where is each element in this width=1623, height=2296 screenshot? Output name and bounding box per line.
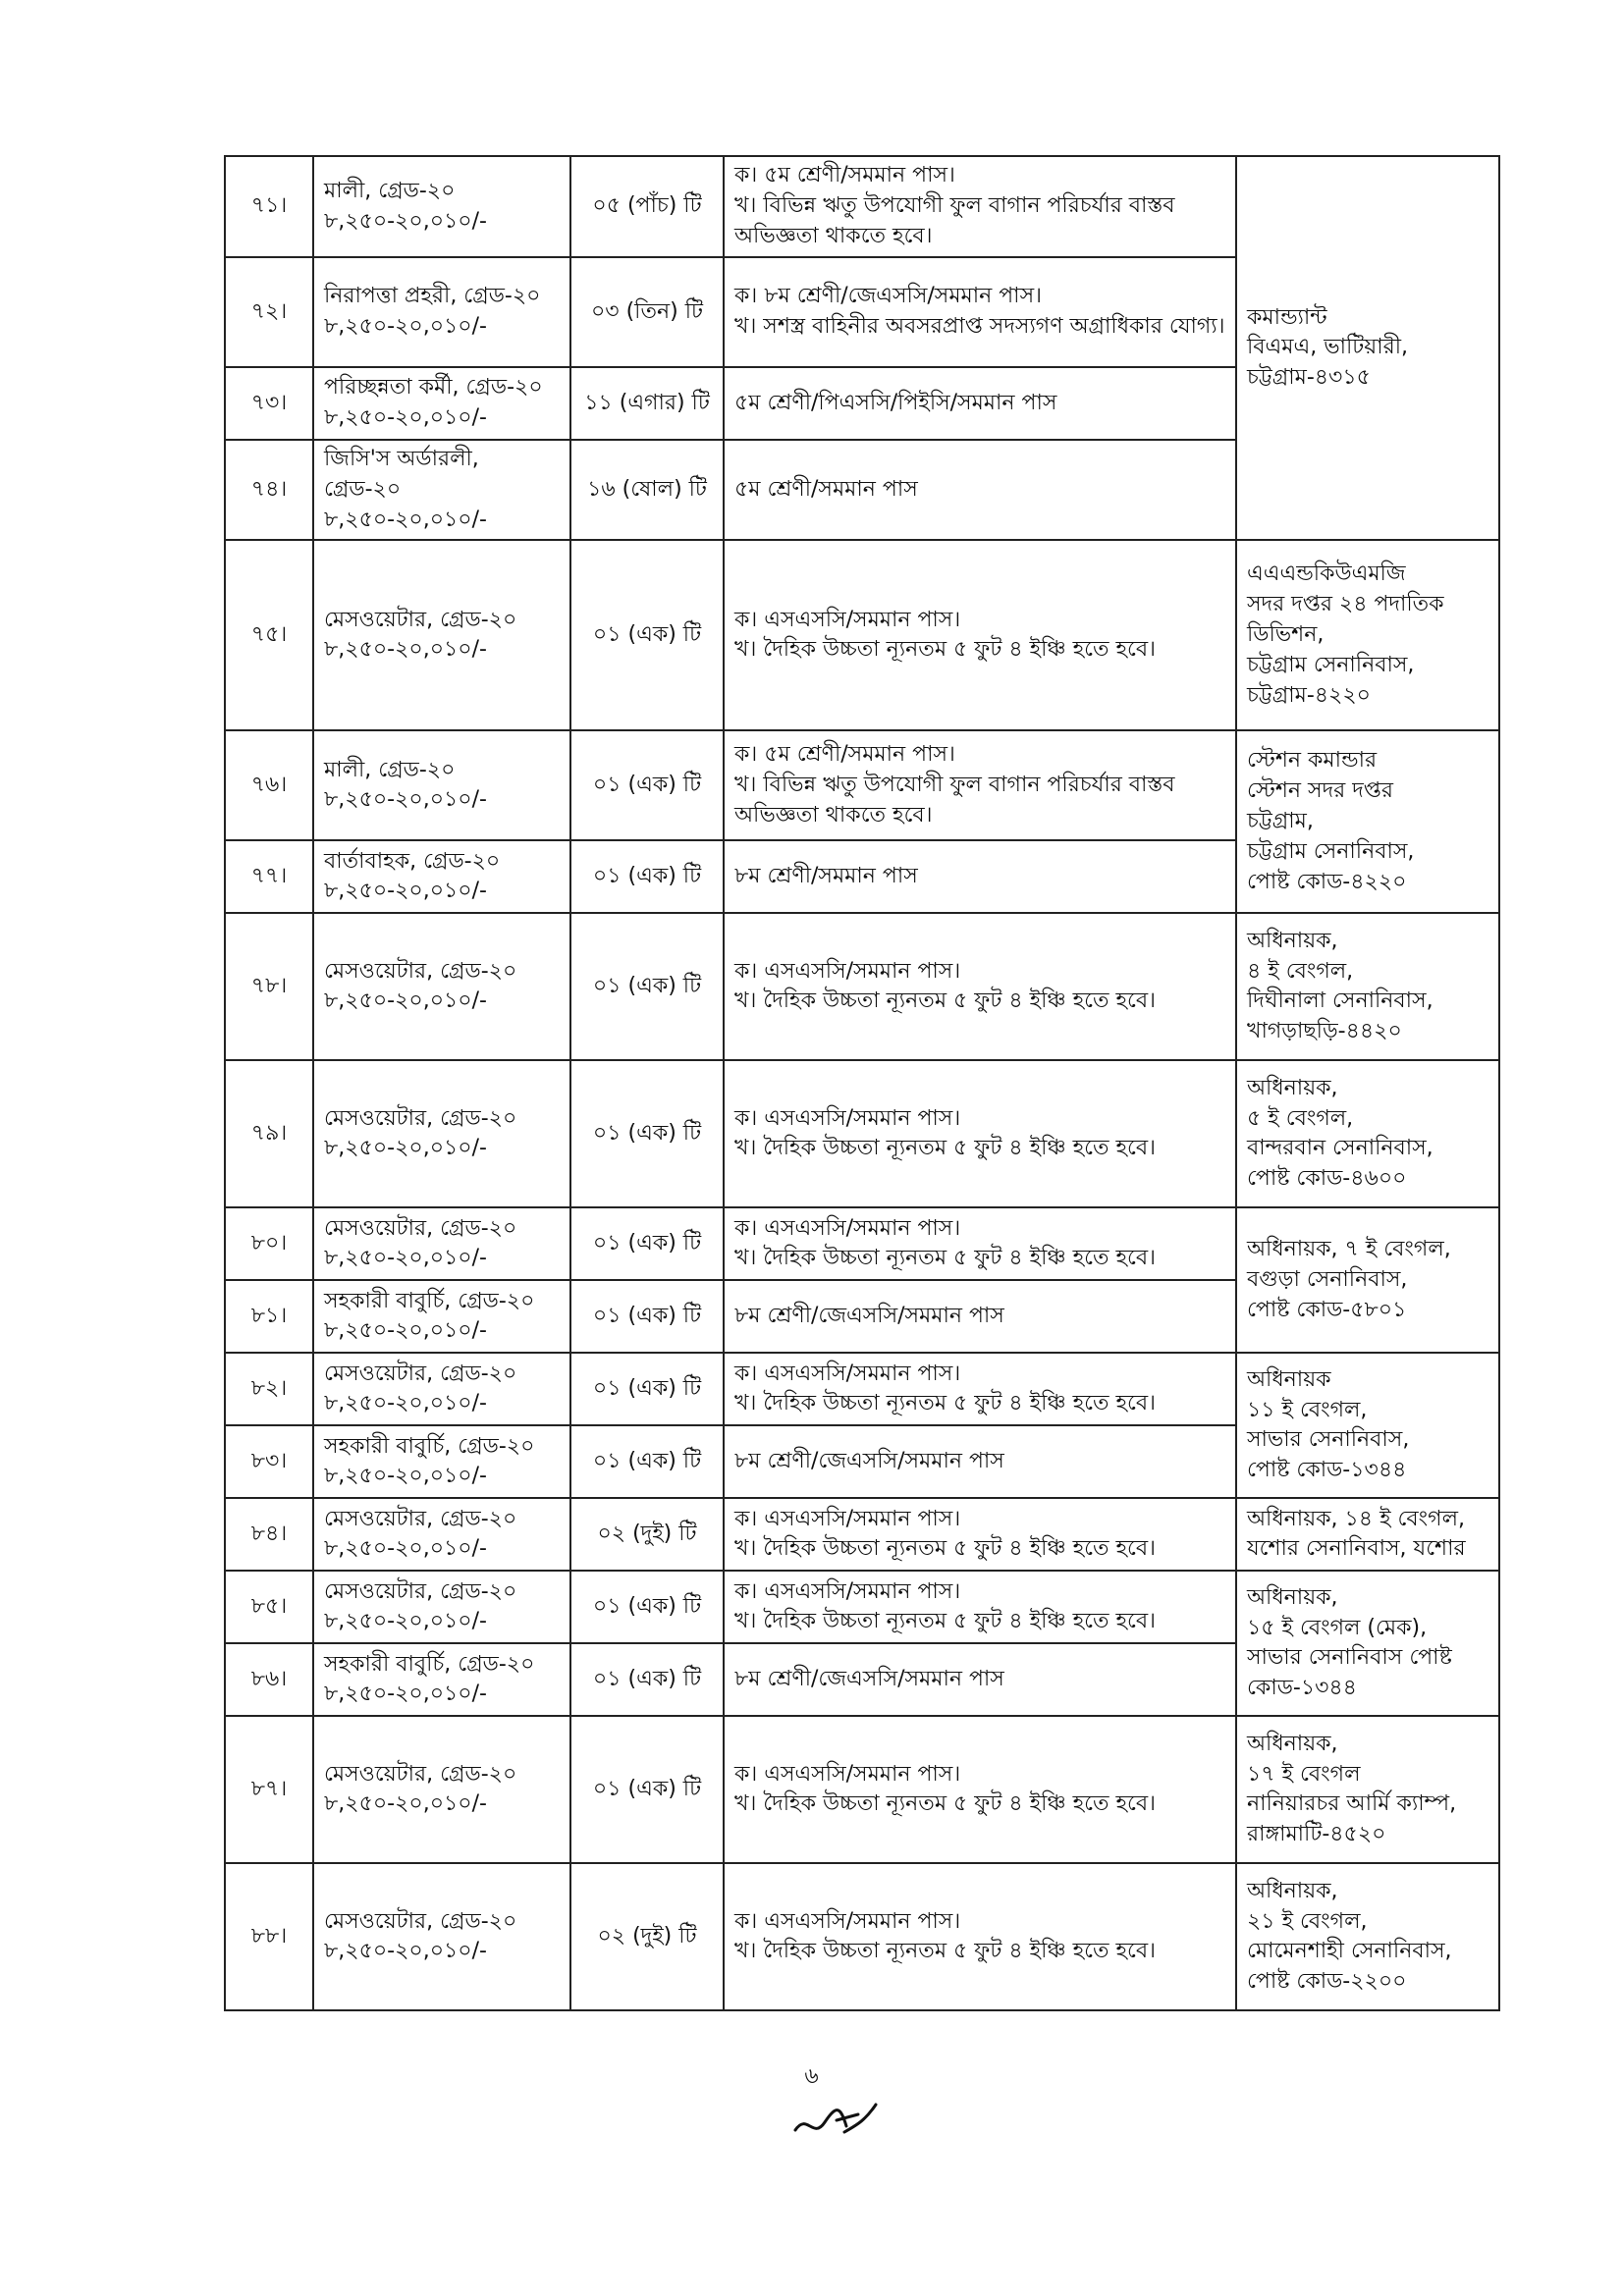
office-line: কোড-১৩৪৪ bbox=[1247, 1676, 1357, 1701]
page-number: ৬ bbox=[804, 2064, 819, 2089]
pay-scale: ৮,২৫০-২০,০১০/- bbox=[324, 405, 487, 430]
office-line: বান্দরবান সেনানিবাস, bbox=[1247, 1136, 1434, 1161]
office-line: অধিনায়ক, ১৪ ই বেংগল, bbox=[1247, 1506, 1465, 1531]
office-line: অধিনায়ক, ৭ ই বেংগল, bbox=[1247, 1237, 1451, 1262]
office-line: অধিনায়ক, bbox=[1247, 1878, 1338, 1903]
table-row bbox=[225, 156, 1499, 257]
qualification-line: খ। দৈহিক উচ্চতা ন্যূনতম ৫ ফুট ৪ ইঞ্চি হতে হবে। bbox=[734, 1791, 1156, 1817]
office-line: সাভার সেনানিবাস পোষ্ট bbox=[1247, 1645, 1452, 1671]
pay-scale: ৮,২৫০-২০,০১০/- bbox=[324, 1464, 487, 1489]
qualification-cell bbox=[724, 1498, 1236, 1571]
office-line: স্টেশন সদর দপ্তর bbox=[1247, 778, 1393, 804]
qualification-line: ক। এসএসসি/সমমান পাস। bbox=[734, 1578, 961, 1604]
qualification-line: ৮ম শ্রেণী/জেএসসি/সমমান পাস bbox=[734, 1666, 1004, 1691]
office-line: রাঙ্গামাটি-৪৫২০ bbox=[1247, 1822, 1386, 1847]
post-name: বার্তাবাহক, গ্রেড-২০ bbox=[324, 848, 501, 874]
table-row bbox=[225, 913, 1499, 1060]
serial-number: ৮২। bbox=[225, 1353, 313, 1425]
office-line: দিঘীনালা সেনানিবাস, bbox=[1247, 988, 1434, 1014]
table-row bbox=[225, 1060, 1499, 1207]
post-count: ০১ (এক) টি bbox=[570, 1353, 724, 1425]
serial-number: ৭৭। bbox=[225, 840, 313, 913]
post-name: মালী, গ্রেড-২০ bbox=[324, 757, 456, 782]
post-cell bbox=[313, 1498, 570, 1571]
pay-scale: ৮,২৫০-২০,০১০/- bbox=[324, 1391, 487, 1416]
office-line: খাগড়াছড়ি-৪৪২০ bbox=[1247, 1019, 1402, 1044]
pay-scale: ৮,২৫০-২০,০১০/- bbox=[324, 1682, 487, 1707]
office-line: চট্টগ্রাম সেনানিবাস, bbox=[1247, 838, 1415, 864]
qualification-line: ৮ম শ্রেণী/জেএসসি/সমমান পাস bbox=[734, 1303, 1004, 1328]
qualification-cell bbox=[724, 1425, 1236, 1498]
pay-scale: ৮,২৫০-২০,০১০/- bbox=[324, 879, 487, 904]
post-name: জিসি'স অর্ডারলী, গ্রেড-২০ bbox=[324, 447, 479, 502]
post-name: সহকারী বাবুর্চি, গ্রেড-২০ bbox=[324, 1433, 535, 1459]
post-name: মেসওয়েটার, গ্রেড-২০ bbox=[324, 1908, 517, 1934]
qualification-line: ৮ম শ্রেণী/জেএসসি/সমমান পাস bbox=[734, 1448, 1004, 1473]
qualification-cell bbox=[724, 1863, 1236, 2010]
qualification-cell bbox=[724, 440, 1236, 540]
pay-scale: ৮,২৫০-২০,০১০/- bbox=[324, 1609, 487, 1634]
post-name: সহকারী বাবুর্চি, গ্রেড-২০ bbox=[324, 1651, 535, 1677]
office-line: অধিনায়ক, bbox=[1247, 928, 1338, 953]
office-line: ১৭ ই বেংগল bbox=[1247, 1761, 1361, 1787]
table-row bbox=[225, 1498, 1499, 1571]
office-line: চট্টগ্রাম-৪৩১৫ bbox=[1247, 365, 1371, 391]
table-row bbox=[225, 1353, 1499, 1425]
post-cell bbox=[313, 1716, 570, 1863]
office-line: সাভার সেনানিবাস, bbox=[1247, 1427, 1410, 1453]
serial-number: ৭২। bbox=[225, 257, 313, 367]
pay-scale: ৮,২৫০-২০,০১০/- bbox=[324, 314, 487, 339]
qualification-line: খ। দৈহিক উচ্চতা ন্যূনতম ৫ ফুট ৪ ইঞ্চি হতে হবে। bbox=[734, 637, 1156, 663]
post-count: ০১ (এক) টি bbox=[570, 1207, 724, 1280]
post-count: ০৩ (তিন) টি bbox=[570, 257, 724, 367]
pay-scale: ৮,২৫০-২০,০১০/- bbox=[324, 507, 487, 532]
qualification-line: খ। দৈহিক উচ্চতা ন্যূনতম ৫ ফুট ৪ ইঞ্চি হতে হবে। bbox=[734, 1246, 1156, 1271]
qualification-line: খ। দৈহিক উচ্চতা ন্যূনতম ৫ ফুট ৪ ইঞ্চি হতে হবে। bbox=[734, 988, 1156, 1014]
qualification-cell bbox=[724, 1207, 1236, 1280]
post-count: ০১ (এক) টি bbox=[570, 1060, 724, 1207]
post-cell bbox=[313, 440, 570, 540]
office-cell bbox=[1236, 730, 1499, 913]
post-cell bbox=[313, 840, 570, 913]
office-line: পোষ্ট কোড-৪৬০০ bbox=[1247, 1166, 1407, 1192]
post-count: ০১ (এক) টি bbox=[570, 1571, 724, 1643]
pay-scale: ৮,২৫০-২০,০১০/- bbox=[324, 637, 487, 663]
serial-number: ৭১। bbox=[225, 156, 313, 257]
office-cell bbox=[1236, 1571, 1499, 1716]
qualification-line: ক। এসএসসি/সমমান পাস। bbox=[734, 1506, 961, 1531]
qualification-line: খ। বিভিন্ন ঋতু উপযোগী ফুল বাগান পরিচর্যার বাস্তব অভিজ্ঞতা থাকতে হবে। bbox=[734, 772, 1175, 828]
serial-number: ৭৪। bbox=[225, 440, 313, 540]
qualification-line: ক। এসএসসি/সমমান পাস। bbox=[734, 1105, 961, 1131]
office-line: পোষ্ট কোড-২২০০ bbox=[1247, 1969, 1407, 1995]
office-line: অধিনায়ক, bbox=[1247, 1584, 1338, 1610]
office-line: ডিভিশন, bbox=[1247, 621, 1325, 647]
vacancy-table bbox=[224, 155, 1500, 2011]
office-cell bbox=[1236, 1863, 1499, 2010]
office-line: নানিয়ারচর আর্মি ক্যাম্প, bbox=[1247, 1791, 1457, 1817]
post-name: নিরাপত্তা প্রহরী, গ্রেড-২০ bbox=[324, 284, 541, 309]
pay-scale: ৮,২৫০-২০,০১০/- bbox=[324, 208, 487, 234]
post-count: ০১ (এক) টি bbox=[570, 1280, 724, 1353]
office-line: পোষ্ট কোড-১৩৪৪ bbox=[1247, 1458, 1407, 1483]
qualification-cell bbox=[724, 1571, 1236, 1643]
post-count: ০২ (দুই) টি bbox=[570, 1498, 724, 1571]
qualification-cell bbox=[724, 730, 1236, 840]
post-count: ০১ (এক) টি bbox=[570, 913, 724, 1060]
qualification-line: ক। এসএসসি/সমমান পাস। bbox=[734, 1361, 961, 1386]
post-cell bbox=[313, 1207, 570, 1280]
serial-number: ৮৩। bbox=[225, 1425, 313, 1498]
table-row bbox=[225, 1571, 1499, 1643]
office-line: ২১ ই বেংগল, bbox=[1247, 1908, 1368, 1934]
serial-number: ৭৯। bbox=[225, 1060, 313, 1207]
post-name: মেসওয়েটার, গ্রেড-২০ bbox=[324, 1105, 517, 1131]
serial-number: ৮০। bbox=[225, 1207, 313, 1280]
qualification-line: খ। দৈহিক উচ্চতা ন্যূনতম ৫ ফুট ৪ ইঞ্চি হতে হবে। bbox=[734, 1609, 1156, 1634]
office-cell bbox=[1236, 913, 1499, 1060]
post-cell bbox=[313, 730, 570, 840]
qualification-line: ক। এসএসসি/সমমান পাস। bbox=[734, 1215, 961, 1241]
office-line: পোষ্ট কোড-৫৮০১ bbox=[1247, 1297, 1407, 1322]
post-cell bbox=[313, 1280, 570, 1353]
table-row bbox=[225, 730, 1499, 840]
post-count: ০৫ (পাঁচ) টি bbox=[570, 156, 724, 257]
qualification-cell bbox=[724, 1353, 1236, 1425]
qualification-line: খ। দৈহিক উচ্চতা ন্যূনতম ৫ ফুট ৪ ইঞ্চি হতে হবে। bbox=[734, 1536, 1156, 1562]
qualification-line: ৮ম শ্রেণী/সমমান পাস bbox=[734, 863, 918, 888]
pay-scale: ৮,২৫০-২০,০১০/- bbox=[324, 988, 487, 1014]
post-cell bbox=[313, 257, 570, 367]
office-line: অধিনায়ক, bbox=[1247, 1075, 1338, 1100]
post-name: মালী, গ্রেড-২০ bbox=[324, 178, 456, 203]
qualification-line: খ। দৈহিক উচ্চতা ন্যূনতম ৫ ফুট ৪ ইঞ্চি হতে হবে। bbox=[734, 1939, 1156, 1964]
office-cell bbox=[1236, 156, 1499, 540]
qualification-cell bbox=[724, 257, 1236, 367]
pay-scale: ৮,২৫০-২০,০১০/- bbox=[324, 1791, 487, 1817]
office-cell bbox=[1236, 1498, 1499, 1571]
qualification-line: ক। ৫ম শ্রেণী/সমমান পাস। bbox=[734, 742, 955, 768]
qualification-cell bbox=[724, 1716, 1236, 1863]
office-line: যশোর সেনানিবাস, যশোর bbox=[1247, 1536, 1466, 1562]
office-line: ৪ ই বেংগল, bbox=[1247, 958, 1354, 984]
serial-number: ৮১। bbox=[225, 1280, 313, 1353]
qualification-cell bbox=[724, 840, 1236, 913]
serial-number: ৭৫। bbox=[225, 540, 313, 730]
post-name: পরিচ্ছন্নতা কর্মী, গ্রেড-২০ bbox=[324, 375, 543, 400]
post-count: ০১ (এক) টি bbox=[570, 1425, 724, 1498]
qualification-line: খ। বিভিন্ন ঋতু উপযোগী ফুল বাগান পরিচর্যার বাস্তব অভিজ্ঞতা থাকতে হবে। bbox=[734, 193, 1175, 248]
serial-number: ৭৩। bbox=[225, 367, 313, 440]
serial-number: ৮৬। bbox=[225, 1643, 313, 1716]
pay-scale: ৮,২৫০-২০,০১০/- bbox=[324, 1246, 487, 1271]
post-cell bbox=[313, 1863, 570, 2010]
post-cell bbox=[313, 367, 570, 440]
post-cell bbox=[313, 156, 570, 257]
pay-scale: ৮,২৫০-২০,০১০/- bbox=[324, 787, 487, 813]
serial-number: ৭৮। bbox=[225, 913, 313, 1060]
office-line: কমান্ড্যান্ট bbox=[1247, 304, 1327, 330]
serial-number: ৮৪। bbox=[225, 1498, 313, 1571]
office-line: স্টেশন কমান্ডার bbox=[1247, 748, 1378, 774]
office-cell bbox=[1236, 1716, 1499, 1863]
qualification-line: ক। এসএসসি/সমমান পাস। bbox=[734, 958, 961, 984]
qualification-line: ক। এসএসসি/সমমান পাস। bbox=[734, 1908, 961, 1934]
table-row bbox=[225, 540, 1499, 730]
qualification-line: খ। সশস্ত্র বাহিনীর অবসরপ্রাপ্ত সদস্যগণ অগ্রাধিকার যোগ্য। bbox=[734, 314, 1225, 339]
handwritten-signature bbox=[785, 2093, 884, 2152]
qualification-cell bbox=[724, 1643, 1236, 1716]
post-cell bbox=[313, 1643, 570, 1716]
post-name: মেসওয়েটার, গ্রেড-২০ bbox=[324, 607, 517, 632]
post-count: ০১ (এক) টি bbox=[570, 730, 724, 840]
office-line: অধিনায়ক, bbox=[1247, 1731, 1338, 1756]
post-name: মেসওয়েটার, গ্রেড-২০ bbox=[324, 1578, 517, 1604]
vacancy-table-body bbox=[225, 156, 1499, 2010]
post-count: ০২ (দুই) টি bbox=[570, 1863, 724, 2010]
office-cell bbox=[1236, 1207, 1499, 1353]
office-line: ১১ ই বেংগল, bbox=[1247, 1397, 1368, 1422]
post-cell bbox=[313, 1425, 570, 1498]
office-line: বিএমএ, ভাটিয়ারী, bbox=[1247, 335, 1408, 360]
office-line: অধিনায়ক bbox=[1247, 1366, 1331, 1392]
qualification-line: ক। এসএসসি/সমমান পাস। bbox=[734, 607, 961, 632]
pay-scale: ৮,২৫০-২০,০১০/- bbox=[324, 1136, 487, 1161]
pay-scale: ৮,২৫০-২০,০১০/- bbox=[324, 1318, 487, 1344]
serial-number: ৭৬। bbox=[225, 730, 313, 840]
qualification-cell bbox=[724, 1060, 1236, 1207]
office-line: পোষ্ট কোড-৪২২০ bbox=[1247, 869, 1407, 894]
post-count: ০১ (এক) টি bbox=[570, 840, 724, 913]
post-name: মেসওয়েটার, গ্রেড-২০ bbox=[324, 1761, 517, 1787]
office-line: ১৫ ই বেংগল (মেক), bbox=[1247, 1615, 1428, 1640]
serial-number: ৮৮। bbox=[225, 1863, 313, 2010]
office-line: চট্টগ্রাম-৪২২০ bbox=[1247, 682, 1371, 708]
pay-scale: ৮,২৫০-২০,০১০/- bbox=[324, 1536, 487, 1562]
qualification-line: ক। ৮ম শ্রেণী/জেএসসি/সমমান পাস। bbox=[734, 284, 1042, 309]
post-count: ১১ (এগার) টি bbox=[570, 367, 724, 440]
office-cell bbox=[1236, 1353, 1499, 1498]
qualification-line: ৫ম শ্রেণী/সমমান পাস bbox=[734, 476, 918, 502]
post-name: সহকারী বাবুর্চি, গ্রেড-২০ bbox=[324, 1288, 535, 1313]
table-row bbox=[225, 1207, 1499, 1280]
post-cell bbox=[313, 540, 570, 730]
office-line: মোমেনশাহী সেনানিবাস, bbox=[1247, 1939, 1452, 1964]
post-cell bbox=[313, 1571, 570, 1643]
office-line: এএএন্ডকিউএমজি bbox=[1247, 561, 1406, 587]
post-cell bbox=[313, 1060, 570, 1207]
office-line: সদর দপ্তর ২৪ পদাতিক bbox=[1247, 592, 1444, 617]
office-cell bbox=[1236, 1060, 1499, 1207]
serial-number: ৮৫। bbox=[225, 1571, 313, 1643]
office-line: চট্টগ্রাম সেনানিবাস, bbox=[1247, 652, 1415, 677]
post-cell bbox=[313, 1353, 570, 1425]
office-line: বগুড়া সেনানিবাস, bbox=[1247, 1266, 1408, 1292]
post-name: মেসওয়েটার, গ্রেড-২০ bbox=[324, 1361, 517, 1386]
post-count: ০১ (এক) টি bbox=[570, 1716, 724, 1863]
office-line: ৫ ই বেংগল, bbox=[1247, 1105, 1354, 1131]
qualification-cell bbox=[724, 540, 1236, 730]
post-name: মেসওয়েটার, গ্রেড-২০ bbox=[324, 1506, 517, 1531]
post-count: ১৬ (ষোল) টি bbox=[570, 440, 724, 540]
office-cell bbox=[1236, 540, 1499, 730]
qualification-line: ক। ৫ম শ্রেণী/সমমান পাস। bbox=[734, 163, 955, 188]
qualification-cell bbox=[724, 367, 1236, 440]
qualification-line: খ। দৈহিক উচ্চতা ন্যূনতম ৫ ফুট ৪ ইঞ্চি হতে হবে। bbox=[734, 1136, 1156, 1161]
qualification-line: ক। এসএসসি/সমমান পাস। bbox=[734, 1761, 961, 1787]
qualification-cell bbox=[724, 913, 1236, 1060]
post-cell bbox=[313, 913, 570, 1060]
post-name: মেসওয়েটার, গ্রেড-২০ bbox=[324, 1215, 517, 1241]
pay-scale: ৮,২৫০-২০,০১০/- bbox=[324, 1939, 487, 1964]
post-name: মেসওয়েটার, গ্রেড-২০ bbox=[324, 958, 517, 984]
serial-number: ৮৭। bbox=[225, 1716, 313, 1863]
office-line: চট্টগ্রাম, bbox=[1247, 808, 1314, 833]
qualification-line: খ। দৈহিক উচ্চতা ন্যূনতম ৫ ফুট ৪ ইঞ্চি হতে হবে। bbox=[734, 1391, 1156, 1416]
table-row bbox=[225, 1863, 1499, 2010]
qualification-line: ৫ম শ্রেণী/পিএসসি/পিইসি/সমমান পাস bbox=[734, 390, 1057, 415]
post-count: ০১ (এক) টি bbox=[570, 540, 724, 730]
table-row bbox=[225, 1716, 1499, 1863]
qualification-cell bbox=[724, 156, 1236, 257]
post-count: ০১ (এক) টি bbox=[570, 1643, 724, 1716]
qualification-cell bbox=[724, 1280, 1236, 1353]
